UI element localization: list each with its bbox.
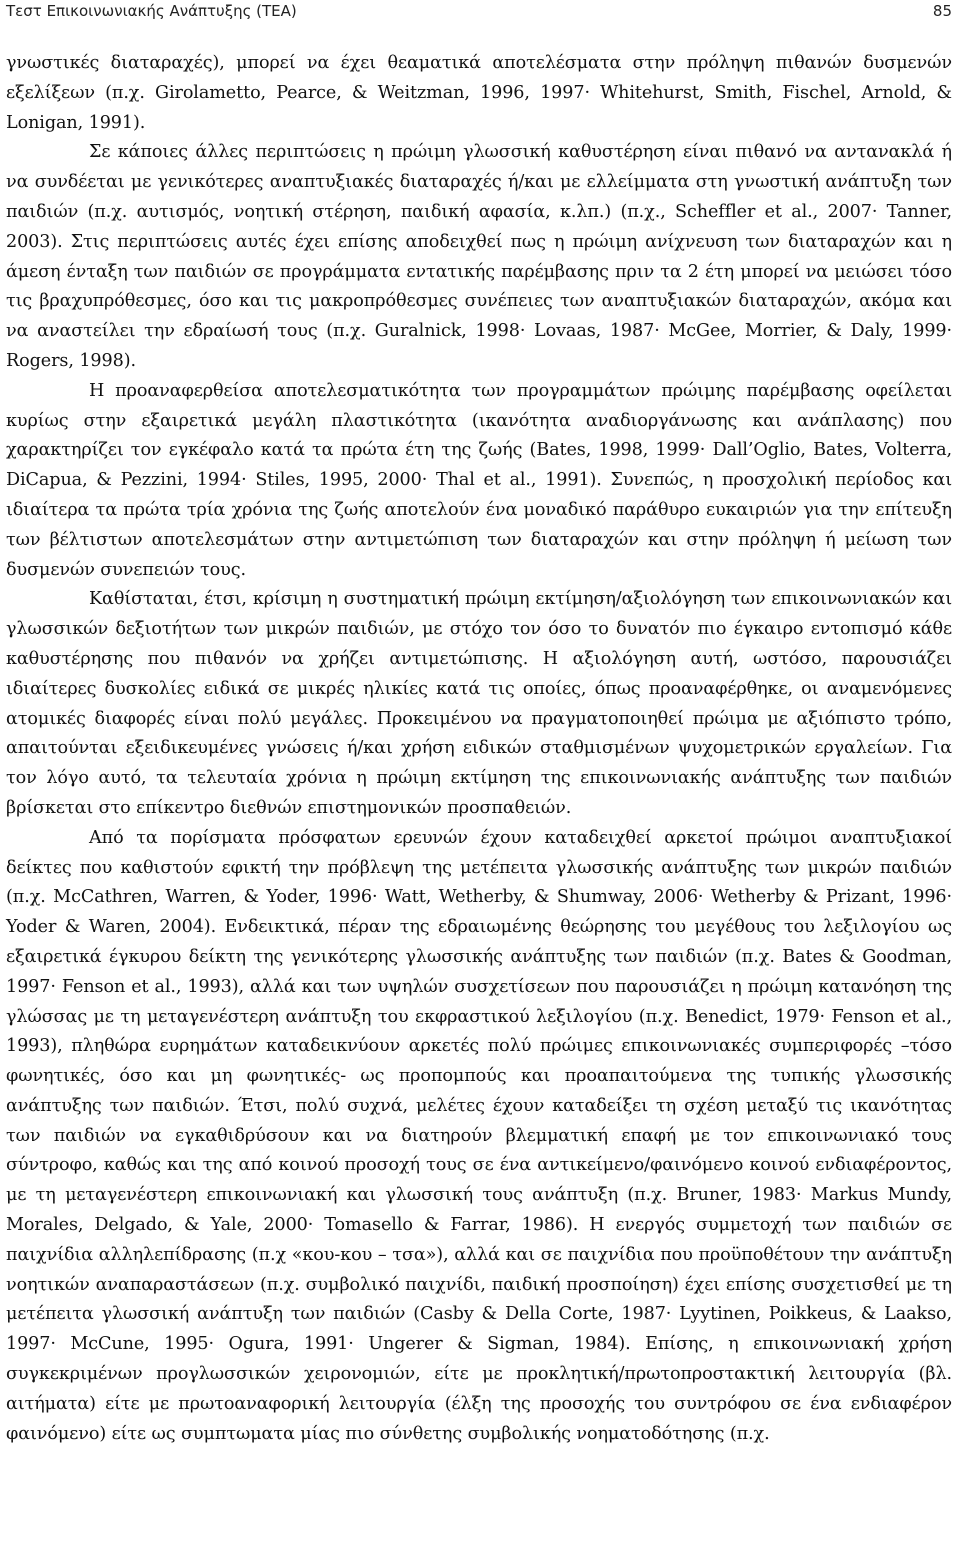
body-text [6, 49, 952, 1449]
paragraph-5: Από τα πορίσματα πρόσφατων ερευνών έχουν καταδειχθεί αρκετοί πρώιμοι αναπτυξιακοί δείκτες που καθιστούν εφικτή την πρόβλεψη της μετέπειτα γλωσσικής ανάπτυξης των μικρών παιδιών (π.χ. McCathren, Warren, & Yoder, 1996· Watt, Wetherby, & Shumway, 2006· Wetherby & Prizant, 1996· Yoder & Waren, 2004). Ενδεικτικά, πέραν της εδραιωμένης θεώρησης του μεγέθους του λεξιλογίου ως εξαιρετικά έγκυρου δείκτη της γενικότερης γλωσσικής ανάπτυξης των παιδιών (π.χ. Bates & Goodman, 1997· Fenson et al., 1993), αλλά και των υψηλών συσχετίσεων που παρουσιάζει η πρώιμη κατανόηση της γλώσσας με τη μεταγενέστερη ανάπτυξη του εκφραστικού λεξιλογίου (π.χ. Benedict, 1979· Fenson et al., 1993), πληθώρα ευρημάτων καταδεικνύουν αρκετές πολύ πρώιμες επικοινωνιακές συμπεριφορές –τόσο φωνητικές, όσο και μη φωνητικές- ως προπομπούς και προαπαιτούμενα της τυπικής γλωσσικής ανάπτυξης των παιδιών. Έτσι, πολύ συχνά, μελέτες έχουν καταδείξει τη σχέση μεταξύ τις ικανότητας των παιδιών να εγκαθιδρύσουν και να διατηρούν βλεμματική επαφή με τον επικοινωνιακό τους σύντροφο, καθώς και της από κοινού προσοχή τους σε ένα αντικείμενο/φαινόμενο κοινού ενδιαφέροντος, με τη μεταγενέστερη επικοινωνιακή και γλωσσική τους ανάπτυξη (π.χ. Bruner, 1983· Markus Mundy, Morales, Delgado, & Yale, 2000· Tomasello & Farrar, 1986). Η ενεργός συμμετοχή των παιδιών σε παιχνίδια αλληλεπίδρασης (π.χ «κου-κου – τσα»), αλλά και σε παιχνίδια που προϋποθέτουν την ανάπτυξη νοητικών αναπαραστάσεων (π.χ. συμβολικό παιχνίδι, παιδική προσποίηση) έχει επίσης συσχετισθεί με τη μετέπειτα γλωσσική ανάπτυξη των παιδιών (Casby & Della Corte, 1987· Lyytinen, Poikkeus, & Laakso, 1997· McCune, 1995· Ogura, 1991· Ungerer & Sigman, 1984). Επίσης, η επικοινωνιακή χρήση συγκεκριμένων προγλωσσικών χειρονομιών, είτε με προκλητική/πρωτοπροστακτική λειτουργία (βλ. αιτήματα) είτε με πρωτοαναφορική λειτουργία (έλξη της προσοχής του συντρόφου σε ένα ενδιαφέρον φαινόμενο) είτε ως συμπτωματα μίας πιο σύνθετης συμβολικής νοηματοδότησης (π.χ. [6, 827, 952, 1444]
paragraph-4: Καθίσταται, έτσι, κρίσιμη η συστηματική πρώιμη εκτίμηση/αξιολόγηση των επικοινωνιακών και γλωσσικών δεξιοτήτων των μικρών παιδιών, με στόχο τον όσο το δυνατόν πιο έγκαιρο εντοπισμό κάθε καθυστέρησης που πιθανόν να χρήζει αντιμετώπισης. Η αξιολόγηση αυτή, ωστόσο, παρουσιάζει ιδιαίτερες δυσκολίες ειδικά σε μικρές ηλικίες κατά τις οποίες, όπως προαναφέρθηκε, οι αναμενόμενες ατομικές διαφορές είναι πολύ μεγάλες. Προκειμένου να πραγματοποιηθεί πρώιμα με αξιόπιστο τρόπο, απαιτούνται εξειδικευμένες γνώσεις ή/και χρήση ειδικών σταθμισμένων ψυχομετρικών εργαλείων. Για τον λόγο αυτό, τα τελευταία χρόνια η πρώιμη εκτίμηση της επικοινωνιακής ανάπτυξης των παιδιών βρίσκεται στο επίκεντρο διεθνών επιστημονικών προσπαθειών. [6, 589, 952, 818]
paragraph-1: γνωστικές διαταραχές), μπορεί να έχει θεαματικά αποτελέσματα στην πρόληψη πιθανών δυσμενών εξελίξεων (π.χ. Girolametto, Pearce, & Weitzman, 1996, 1997· Whitehurst, Smith, Fischel, Arnold, & Lonigan, 1991). [6, 53, 952, 133]
paragraph-3: Η προαναφερθείσα αποτελεσματικότητα των προγραμμάτων πρώιμης παρέμβασης οφείλεται κυρίως στην εξαιρετικά μεγάλη πλαστικότητα (ικανότητα αναδιοργάνωσης και ανάπλασης) που χαρακτηρίζει τον εγκέφαλο κατά τα πρώτα έτη της ζωής (Bates, 1998, 1999· Dall’Oglio, Bates, Volterra, DiCapua, & Pezzini, 1994· Stiles, 1995, 2000· Thal et al., 1991). Συνεπώς, η προσχολική περίοδος και ιδιαίτερα τα πρώτα τρία χρόνια της ζωής αποτελούν ένα μοναδικό παράθυρο ευκαιριών για την επίτευξη των βέλτιστων αποτελεσμάτων στην αντιμετώπιση των διαταραχών και στην πρόληψη ή μείωση των δυσμενών συνεπειών τους. [6, 380, 952, 580]
running-header [6, 2, 952, 24]
page-number: 85 [932, 2, 952, 20]
paragraph-2: Σε κάποιες άλλες περιπτώσεις η πρώιμη γλωσσική καθυστέρηση είναι πιθανό να αντανακλά ή να συνδέεται με γενικότερες αναπτυξιακές διαταραχές ή/και με ελλείμματα στη γνωστική ανάπτυξη των παιδιών (π.χ. αυτισμός, νοητική στέρηση, παιδική αφασία, κ.λπ.) (π.χ., Scheffler et al., 2007· Tanner, 2003). Στις περιπτώσεις αυτές έχει επίσης αποδειχθεί πως η πρώιμη ανίχνευση των διαταραχών και η άμεση ένταξη των παιδιών σε προγράμματα εντατικής παρέμβασης πριν τα 2 έτη μπορεί να μειώσει τόσο τις βραχυπρόθεσμες, όσο και τις μακροπρόθεσμες συνέπειες των αναπτυξιακών διαταραχών, ακόμα και να αναστείλει την εδραίωσή τους (π.χ. Guralnick, 1998· Lovaas, 1987· McGee, Morrier, & Daly, 1999· Rogers, 1998). [6, 142, 952, 371]
journal-title: Τεστ Επικοινωνιακής Ανάπτυξης (ΤΕΑ) [6, 2, 297, 20]
